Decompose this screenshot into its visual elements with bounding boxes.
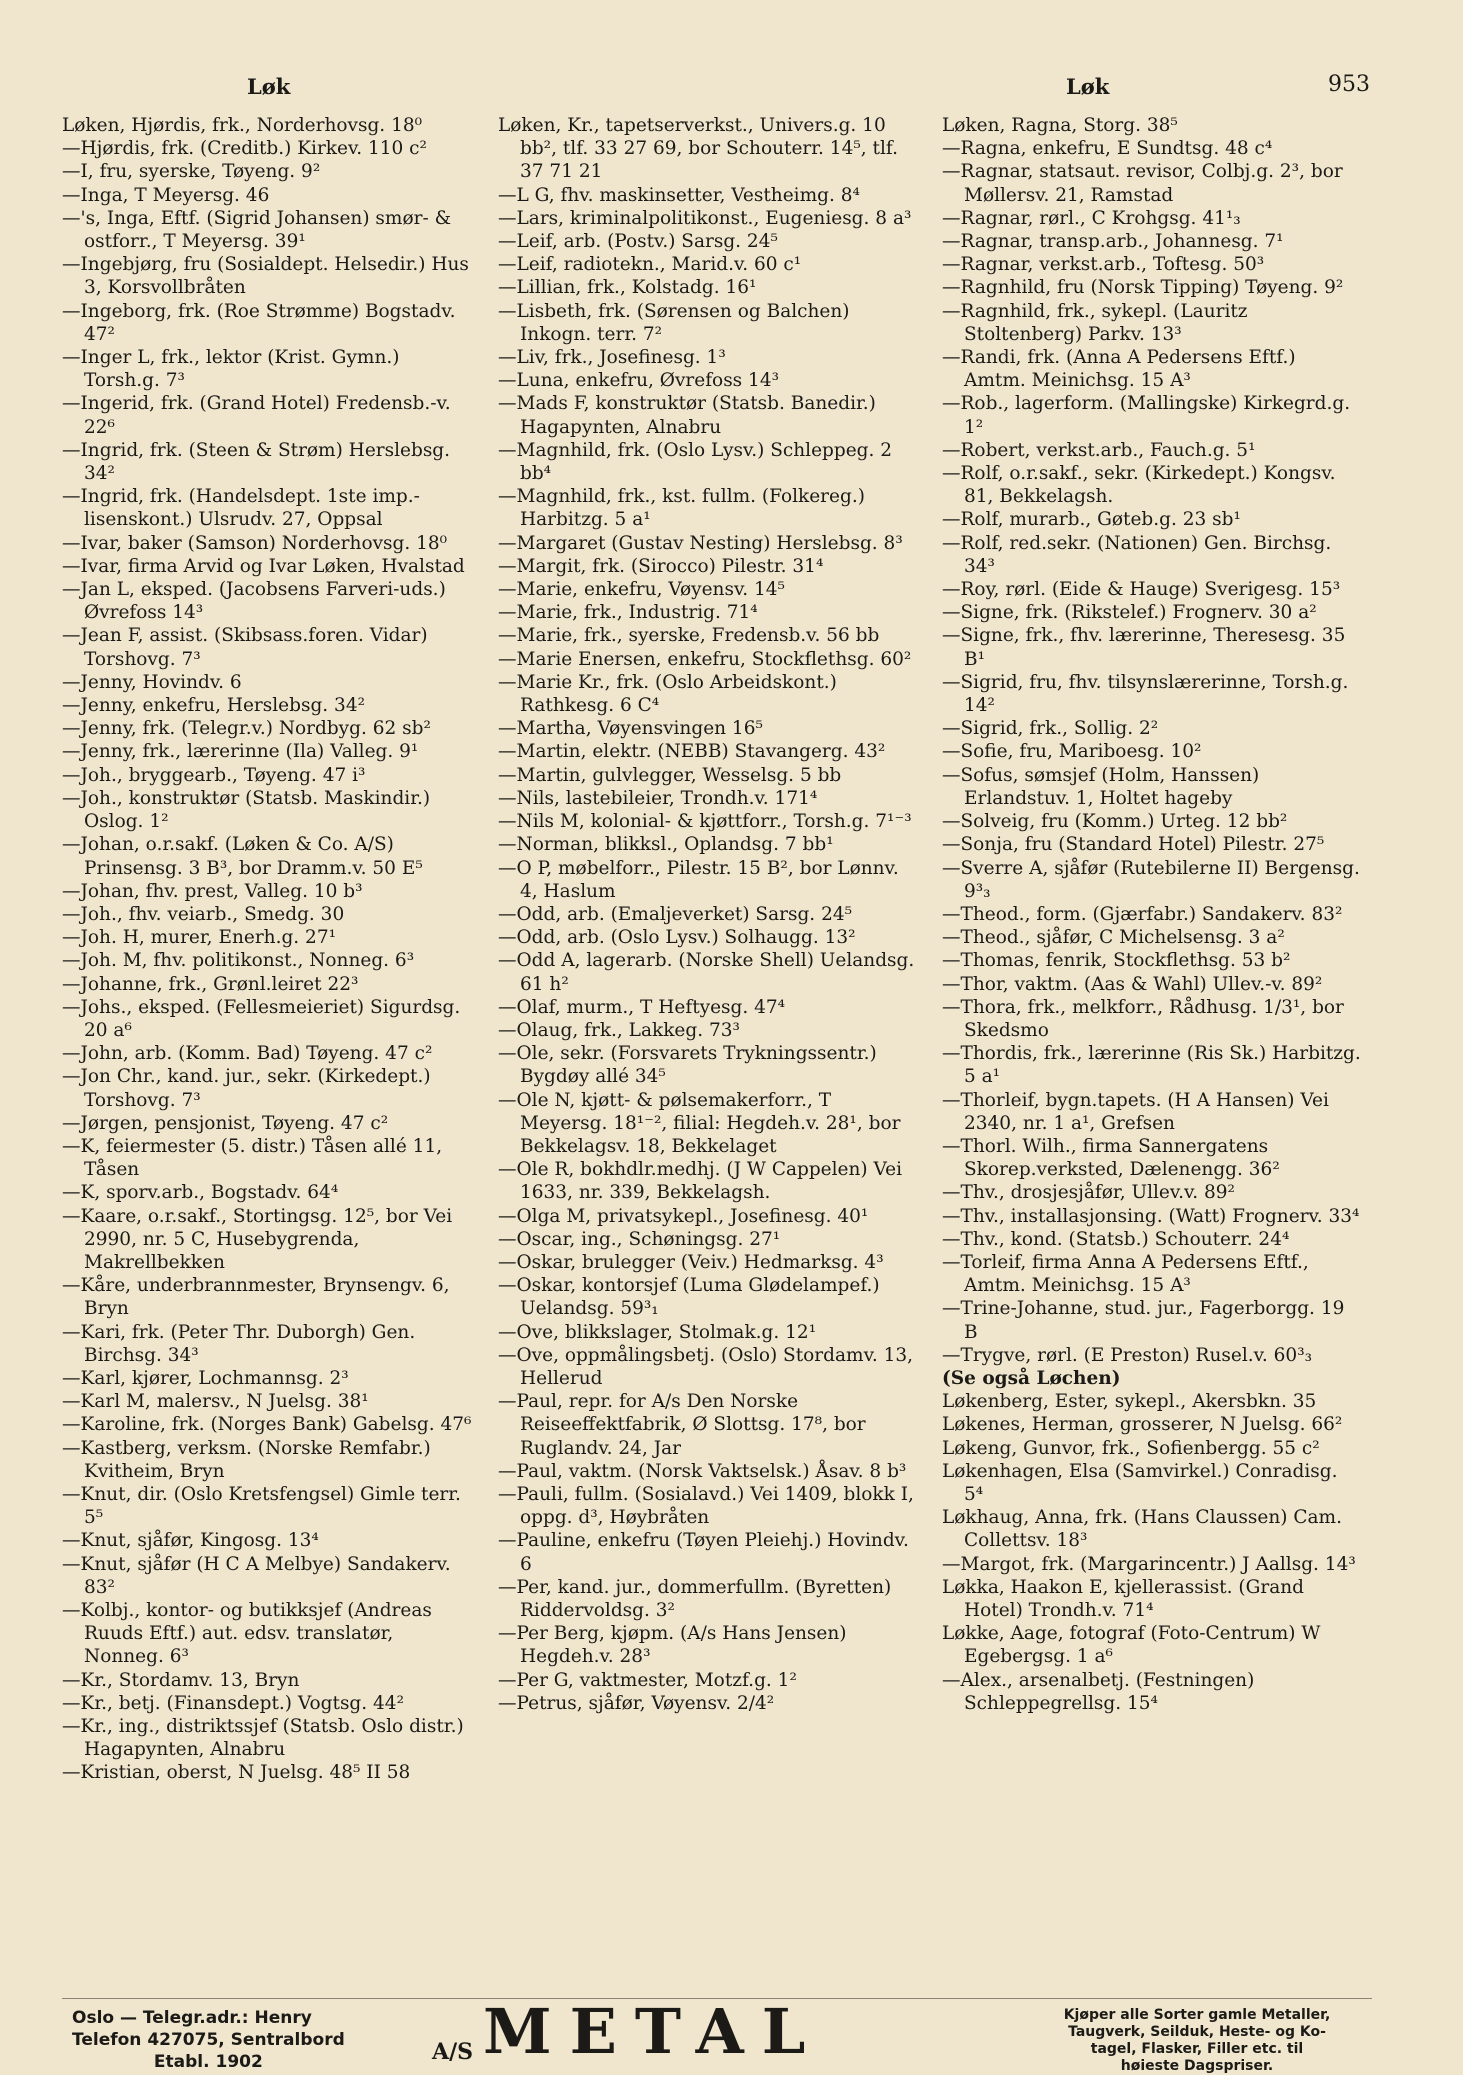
directory-entry: —Jenny, frk. (Telegr.v.) Nordbyg. 62 sb² (62, 718, 431, 740)
directory-entry: —Oscar, ing., Schøningsg. 27¹ (498, 1228, 781, 1250)
directory-entry: —Joh., fhv. veiarb., Smedg. 30 (62, 903, 345, 925)
directory-entry: Løkenberg, Ester, sykepl., Akersbkn. 35 (942, 1391, 1317, 1413)
directory-entry: —Johan, fhv. prest, Valleg. 10 b³ (62, 880, 363, 902)
directory-entry: —Joh., konstruktør (Statsb. Maskindir.) Oslog. 1² (62, 787, 431, 833)
directory-entry: —Roy, rørl. (Eide & Hauge) Sverigesg. 15³ (942, 579, 1341, 601)
ad-established-line: Etabl. 1902 (153, 2052, 263, 2072)
ad-contact-info (72, 2007, 345, 2073)
directory-columns (62, 114, 1362, 1984)
directory-entry: —Karl M, malersv., N Juelsg. 38¹ (62, 1391, 369, 1413)
directory-entry: Løken, Ragna, Storg. 38⁵ (942, 115, 1178, 136)
column-1 (62, 114, 474, 1984)
directory-entry: —Karoline, frk. (Norges Bank) Gabelsg. 47⁶ (62, 1414, 472, 1436)
directory-entry: —Ole N, kjøtt- & pølsemakerforr., T Meyersg. 18¹⁻², filial: Hegdeh.v. 28¹, bor Bekkelagsv. 18, Bekkelaget (498, 1089, 901, 1157)
ad-buy-line-2: Taugverk, Seilduk, Heste- og Ko- (1068, 2024, 1326, 2040)
directory-entry: —Johanne, frk., Grønl.leiret 22³ (62, 973, 359, 995)
directory-entry: —Marie, enkefru, Vøyensv. 14⁵ (498, 579, 785, 601)
directory-entry: —Marie Kr., frk. (Oslo Arbeidskont.) Rathkesg. 6 C⁴ (498, 671, 837, 717)
ad-buy-line-3: tagel, Flasker, Filler etc. til (1090, 2041, 1304, 2057)
directory-entry: —Lars, kriminalpolitikonst., Eugeniesg. 8 a³ (498, 207, 912, 229)
directory-entry: —Hjørdis, frk. (Creditb.) Kirkev. 110 c² (62, 138, 427, 160)
directory-entry: —Ivar, baker (Samson) Norderhovsg. 18⁰ (62, 532, 448, 554)
directory-entry: —Jenny, Hovindv. 6 (62, 671, 242, 693)
directory-entry: —Johan, o.r.sakf. (Løken & Co. A/S) Prinsensg. 3 B³, bor Dramm.v. 50 E⁵ (62, 834, 423, 879)
directory-entry: —Olaug, frk., Lakkeg. 73³ (498, 1019, 740, 1041)
directory-entry: —Joh. M, fhv. politikonst., Nonneg. 6³ (62, 950, 415, 972)
directory-entry: —Rolf, red.sekr. (Nationen) Gen. Birchsg. 34³ (942, 532, 1332, 577)
directory-entry: —K, sporv.arb., Bogstadv. 64⁴ (62, 1182, 339, 1204)
directory-entry: —Paul, vaktm. (Norsk Vaktselsk.) Åsav. 8 b³ (498, 1460, 907, 1482)
ad-buy-line-4: høieste Dagspriser. (1120, 2058, 1274, 2074)
directory-entry: —Ole R, bokhdlr.medhj. (J W Cappelen) Vei 1633, nr. 339, Bekkelagsh. (498, 1159, 903, 1204)
directory-entry: —Robert, verkst.arb., Fauch.g. 5¹ (942, 439, 1256, 461)
directory-entry: —Kastberg, verksm. (Norske Remfabr.) Kvitheim, Bryn (62, 1437, 431, 1482)
directory-entry: —Paul, repr. for A/s Den Norske Reiseeffektfabrik, Ø Slottsg. 17⁸, bor Ruglandv. 24, Jar (498, 1391, 866, 1459)
directory-entry: —Mads F, konstruktør (Statsb. Banedir.) Hagapynten, Alnabru (498, 393, 876, 438)
directory-entry: —Martha, Vøyensvingen 16⁵ (498, 718, 763, 740)
directory-entry: —Marie, frk., syerske, Fredensb.v. 56 bb (498, 625, 880, 647)
directory-entry: —Inga, T Meyersg. 46 (62, 184, 270, 206)
column-2 (498, 114, 918, 1984)
directory-entry: —Luna, enkefru, Øvrefoss 14³ (498, 370, 780, 392)
directory-entry: —Magnhild, frk., kst. fullm. (Folkereg.) Harbitzg. 5 a¹ (498, 486, 865, 531)
right-guide-word: Løk (1066, 74, 1110, 99)
advertisement-footer (62, 1995, 1372, 2074)
directory-entry: —Jan L, eksped. (Jacobsens Farveri-uds.) Øvrefoss 14³ (62, 579, 446, 624)
directory-entry: —O P, møbelforr., Pilestr. 15 B², bor Lønnv. 4, Haslum (498, 857, 899, 902)
directory-entry: —Karl, kjører, Lochmannsg. 2³ (62, 1367, 349, 1389)
directory-entry: —Nils, lastebileier, Trondh.v. 171⁴ (498, 787, 818, 809)
directory-entry: —Torleif, firma Anna A Pedersens Eftf., Amtm. Meinichsg. 15 A³ (942, 1251, 1309, 1297)
directory-entry: Løkka, Haakon E, kjellerassist. (Grand Hotel) Trondh.v. 71⁴ (942, 1576, 1305, 1621)
directory-entry: —Olga M, privatsykepl., Josefinesg. 40¹ (498, 1205, 869, 1227)
directory-entry: —Jørgen, pensjonist, Tøyeng. 47 c² (62, 1112, 389, 1134)
directory-entry: —Oskar, kontorsjef (Luma Glødelampef.) Uelandsg. 59³₁ (498, 1275, 880, 1320)
directory-entry: —Thv., kond. (Statsb.) Schouterr. 24⁴ (942, 1228, 1290, 1250)
directory-entry: —Sonja, fru (Standard Hotel) Pilestr. 27⁵ (942, 834, 1325, 856)
directory-entry: —Lisbeth, frk. (Sørensen og Balchen) Inkogn. terr. 7² (498, 300, 850, 345)
directory-entry: —Pauli, fullm. (Sosialavd.) Vei 1409, blokk I, oppg. d³, Høybråten (498, 1483, 914, 1529)
directory-entry: —Ove, blikkslager, Stolmak.g. 12¹ (498, 1321, 817, 1343)
directory-entry: —Knut, sjåfør (H C A Melbye) Sandakerv. 83² (62, 1553, 451, 1598)
ad-buy-line-1: Kjøper alle Sorter gamle Metaller, (1063, 2007, 1331, 2023)
directory-entry: Løkhaug, Anna, frk. (Hans Claussen) Cam. Collettsv. 18³ (942, 1507, 1342, 1552)
directory-entry: —Jean F, assist. (Skibsass.foren. Vidar) Torshovg. 7³ (62, 625, 428, 670)
directory-entry: —Oskar, brulegger (Veiv.) Hedmarksg. 4³ (498, 1251, 884, 1273)
directory-entry: —Martin, gulvlegger, Wesselsg. 5 bb (498, 764, 842, 786)
directory-entry: Løkeng, Gunvor, frk., Sofienbergg. 55 c² (942, 1437, 1320, 1459)
directory-entry: —Ingrid, frk. (Steen & Strøm) Herslebsg. 34² (62, 439, 451, 485)
directory-entry: —I, fru, syerske, Tøyeng. 9² (62, 161, 321, 183)
directory-entry: —Knut, dir. (Oslo Kretsfengsel) Gimle terr. 5⁵ (62, 1483, 461, 1529)
directory-entry: Løken, Hjørdis, frk., Norderhovsg. 18⁰ (62, 115, 423, 136)
directory-entry: Løken, Kr., tapetserverkst., Univers.g. 10 bb², tlf. 33 27 69, bor Schouterr. 14⁵, tlf. 37 71 21 (498, 115, 898, 183)
logo-prefix: A/S (432, 2039, 473, 2065)
directory-entry: —Kåre, underbrannmester, Brynsengv. 6, Bryn (62, 1275, 450, 1320)
directory-entry: —Trygve, rørl. (E Preston) Rusel.v. 60³₃ (942, 1344, 1313, 1366)
directory-entry: —Ragnhild, fru (Norsk Tipping) Tøyeng. 9² (942, 277, 1344, 299)
directory-entry: —Thv., installasjonsing. (Watt) Frognerv. 33⁴ (942, 1205, 1360, 1227)
directory-entry: —Magnhild, frk. (Oslo Lysv.) Schleppeg. 2 bb⁴ (498, 439, 893, 485)
directory-entry: —Thordis, frk., lærerinne (Ris Sk.) Harbitzg. 5 a¹ (942, 1043, 1361, 1088)
directory-entry: —Jenny, frk., lærerinne (Ila) Valleg. 9¹ (62, 741, 419, 763)
directory-entry: —Joh., bryggearb., Tøyeng. 47 i³ (62, 764, 366, 786)
directory-entry: —Petrus, sjåfør, Vøyensv. 2/4² (498, 1692, 775, 1714)
directory-entry: —Olaf, murm., T Heftyesg. 47⁴ (498, 996, 786, 1018)
directory-entry: —Alex., arsenalbetj. (Festningen) Schleppegrellsg. 15⁴ (942, 1669, 1255, 1714)
directory-entry: —Randi, frk. (Anna A Pedersens Eftf.) Amtm. Meinichsg. 15 A³ (942, 347, 1296, 392)
directory-entry: —Thorleif, bygn.tapets. (H A Hansen) Vei 2340, nr. 1 a¹, Grefsen (942, 1089, 1329, 1134)
directory-entry: —Norman, blikksl., Oplandsg. 7 bb¹ (498, 834, 834, 856)
page-header (62, 72, 1370, 104)
directory-entry: —Rob., lagerform. (Mallingske) Kirkegrd.g. 1² (942, 393, 1351, 438)
ad-buying-info (1022, 2007, 1372, 2075)
ad-telegram-line: Oslo — Telegr.adr.: Henry (72, 2008, 312, 2028)
directory-entry: —Signe, frk., fhv. lærerinne, Theresesg. 35 B¹ (942, 625, 1346, 670)
directory-entry: —Odd, arb. (Emaljeverket) Sarsg. 24⁵ (498, 903, 853, 925)
directory-entry: —Margit, frk. (Sirocco) Pilestr. 31⁴ (498, 555, 824, 577)
directory-entry: —Kr., Stordamv. 13, Bryn (62, 1669, 300, 1691)
directory-entry: —Thomas, fenrik, Stockflethsg. 53 b² (942, 950, 1291, 972)
directory-entry: —Thv., drosjesjåfør, Ullev.v. 89² (942, 1182, 1235, 1204)
metal-logo (432, 1995, 824, 2068)
ad-phone-line: Telefon 427075, Sentralbord (72, 2030, 345, 2050)
directory-entry: —Nils M, kolonial- & kjøttforr., Torsh.g. 7¹⁻³ (498, 811, 912, 833)
directory-entry: —Ragna, enkefru, E Sundtsg. 48 c⁴ (942, 138, 1273, 160)
directory-entry: —Ingebjørg, fru (Sosialdept. Helsedir.) Hus 3, Korsvollbråten (62, 254, 469, 299)
directory-entry: —Martin, elektr. (NEBB) Stavangerg. 43² (498, 741, 886, 763)
directory-entry: —Ingrid, frk. (Handelsdept. 1ste imp.-lisenskont.) Ulsrudv. 27, Oppsal (62, 486, 420, 531)
directory-entry: —Inger L, frk., lektor (Krist. Gymn.) Torsh.g. 7³ (62, 347, 400, 392)
directory-entry: —Ole, sekr. (Forsvarets Trykningssentr.) Bygdøy allé 34⁵ (498, 1043, 877, 1088)
directory-entry: —Per Berg, kjøpm. (A/s Hans Jensen) Hegdeh.v. 28³ (498, 1623, 847, 1668)
left-guide-word: Løk (247, 74, 291, 99)
directory-entry: —Solveig, fru (Komm.) Urteg. 12 bb² (942, 811, 1288, 833)
directory-entry: —Signe, frk. (Rikstelef.) Frognerv. 30 a² (942, 602, 1317, 624)
directory-entry: —L G, fhv. maskinsetter, Vestheimg. 8⁴ (498, 184, 860, 206)
directory-entry: —Marie Enersen, enkefru, Stockflethsg. 60² (498, 648, 912, 670)
directory-entry: —Odd, arb. (Oslo Lysv.) Solhaugg. 13² (498, 927, 856, 949)
directory-entry: —Thora, frk., melkforr., Rådhusg. 1/3¹, bor Skedsmo (942, 996, 1344, 1041)
directory-entry: —Lillian, frk., Kolstadg. 16¹ (498, 277, 757, 299)
directory-entry: —Joh. H, murer, Enerh.g. 27¹ (62, 927, 337, 949)
directory-entry: —'s, Inga, Eftf. (Sigrid Johansen) smør- & ostforr., T Meyersg. 39¹ (62, 207, 452, 253)
directory-entry: —John, arb. (Komm. Bad) Tøyeng. 47 c² (62, 1043, 433, 1065)
directory-entry: —Margot, frk. (Margarincentr.) J Aallsg. 14³ (942, 1553, 1356, 1575)
directory-entry: —Liv, frk., Josefinesg. 1³ (498, 347, 726, 369)
directory-entry: —Trine-Johanne, stud. jur., Fagerborgg. 19 B (942, 1298, 1345, 1343)
logo-wordmark: METAL (483, 1995, 824, 2068)
directory-entry: —Sofie, fru, Mariboesg. 10² (942, 741, 1202, 763)
directory-entry: —Per, kand. jur., dommerfullm. (Byretten) Riddervoldsg. 3² (498, 1576, 892, 1621)
directory-entry: —Kristian, oberst, N Juelsg. 48⁵ II 58 (62, 1762, 411, 1784)
directory-entry: Løkenes, Herman, grosserer, N Juelsg. 66² (942, 1414, 1343, 1436)
directory-entry: —Sigrid, fru, fhv. tilsynslærerinne, Torsh.g. 14² (942, 671, 1349, 717)
directory-entry: —Ragnar, rørl., C Krohgsg. 41¹₃ (942, 207, 1241, 229)
directory-entry: —Johs., eksped. (Fellesmeieriet) Sigurdsg. 20 a⁶ (62, 996, 461, 1041)
directory-entry: —Odd A, lagerarb. (Norske Shell) Uelandsg. 61 h² (498, 950, 915, 995)
directory-entry: —Rolf, murarb., Gøteb.g. 23 sb¹ (942, 509, 1241, 531)
directory-entry: —Knut, sjåfør, Kingosg. 13⁴ (62, 1530, 319, 1552)
directory-entry: —Sofus, sømsjef (Holm, Hanssen) Erlandstuv. 1, Holtet hageby (942, 764, 1260, 809)
directory-entry: Løkenhagen, Elsa (Samvirkel.) Conradisg. 5⁴ (942, 1460, 1338, 1505)
directory-entry: (Se også Løchen) (942, 1367, 1121, 1389)
directory-entry: —Kari, frk. (Peter Thr. Duborgh) Gen. Birchsg. 34³ (62, 1321, 416, 1366)
directory-entry: —Thor, vaktm. (Aas & Wahl) Ullev.-v. 89² (942, 973, 1323, 995)
directory-entry: —Pauline, enkefru (Tøyen Pleiehj.) Hovindv. 6 (498, 1530, 909, 1575)
directory-entry: —Marie, frk., Industrig. 71⁴ (498, 602, 758, 624)
directory-entry: —Ingerid, frk. (Grand Hotel) Fredensb.-v. 22⁶ (62, 393, 451, 438)
directory-entry: —Ragnhild, frk., sykepl. (Lauritz Stoltenberg) Parkv. 13³ (942, 300, 1248, 345)
directory-entry: —Kolbj., kontor- og butikksjef (Andreas Ruuds Eftf.) aut. edsv. translatør, Nonneg. 6³ (62, 1600, 432, 1668)
directory-entry: —Ivar, firma Arvid og Ivar Løken, Hvalstad (62, 555, 465, 577)
directory-entry: —Margaret (Gustav Nesting) Herslebsg. 8³ (498, 532, 903, 554)
directory-entry: —Ragnar, statsaut. revisor, Colbj.g. 2³, bor Møllersv. 21, Ramstad (942, 161, 1343, 206)
directory-entry: —Theod., sjåfør, C Michelsensg. 3 a² (942, 927, 1285, 949)
directory-entry: —Jenny, enkefru, Herslebsg. 34² (62, 695, 366, 717)
directory-entry: —Theod., form. (Gjærfabr.) Sandakerv. 83² (942, 903, 1343, 925)
directory-entry: —Kr., betj. (Finansdept.) Vogtsg. 44² (62, 1692, 404, 1714)
column-3 (942, 114, 1362, 1984)
directory-entry: —Kr., ing., distriktssjef (Statsb. Oslo distr.) Hagapynten, Alnabru (62, 1716, 464, 1761)
directory-entry: —Ragnar, verkst.arb., Toftesg. 50³ (942, 254, 1265, 276)
directory-entry: —Ragnar, transp.arb., Johannesg. 7¹ (942, 231, 1284, 253)
directory-entry: —Leif, radiotekn., Marid.v. 60 c¹ (498, 254, 802, 276)
directory-entry: —Leif, arb. (Postv.) Sarsg. 24⁵ (498, 231, 778, 253)
directory-entry: —Per G, vaktmester, Motzf.g. 1² (498, 1669, 797, 1691)
directory-entry: —Thorl. Wilh., firma Sannergatens Skorep.verksted, Dælenengg. 36² (942, 1135, 1280, 1181)
page-number: 953 (1328, 72, 1370, 97)
directory-entry: —Kaare, o.r.sakf., Stortingsg. 12⁵, bor Vei 2990, nr. 5 C, Husebygrenda, Makrellbekken (62, 1205, 453, 1273)
directory-entry: —Sigrid, frk., Sollig. 2² (942, 718, 1159, 740)
directory-entry: —Rolf, o.r.sakf., sekr. (Kirkedept.) Kongsv. 81, Bekkelagsh. (942, 463, 1336, 508)
directory-entry: —Ove, oppmålingsbetj. (Oslo) Stordamv. 13, Hellerud (498, 1344, 914, 1389)
directory-entry: Løkke, Aage, fotograf (Foto-Centrum) W Egebergsg. 1 a⁶ (942, 1623, 1321, 1668)
directory-entry: —Ingeborg, frk. (Roe Strømme) Bogstadv. 47² (62, 300, 456, 345)
directory-entry: —Jon Chr., kand. jur., sekr. (Kirkedept.) Torshovg. 7³ (62, 1066, 431, 1111)
directory-entry: —Sverre A, sjåfør (Rutebilerne II) Bergensg. 9³₃ (942, 857, 1360, 902)
directory-entry: —K, feiermester (5. distr.) Tåsen allé 11, Tåsen (62, 1135, 443, 1181)
